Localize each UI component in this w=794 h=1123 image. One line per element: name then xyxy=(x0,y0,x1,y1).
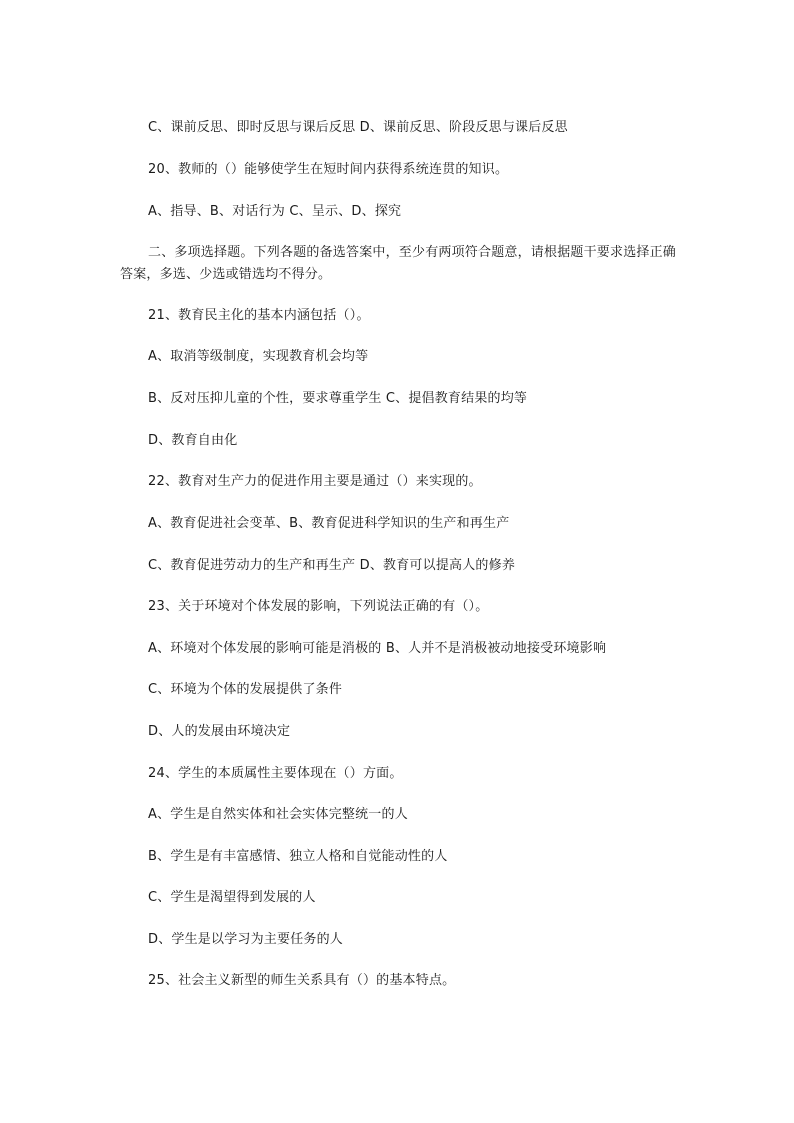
q24-option-b: B、学生是有丰富感情、独立人格和自觉能动性的人 xyxy=(148,849,448,864)
section-2-instructions: 二、多项选择题。下列各题的备选答案中，至少有两项符合题意，请根据题干要求选择正确答案，多选、少选或错选均不得分。 xyxy=(120,245,677,282)
q22-options-cd: C、教育促进劳动力的生产和再生产 D、教育可以提高人的修养 xyxy=(148,558,516,573)
q22-question: 22、教育对生产力的促进作用主要是通过（）来实现的。 xyxy=(148,474,482,489)
q20-options: A、指导、B、对话行为 C、呈示、D、探究 xyxy=(148,204,402,219)
q22-options-ab: A、教育促进社会变革、B、教育促进科学知识的生产和再生产 xyxy=(148,516,510,531)
q21-option-a: A、取消等级制度，实现教育机会均等 xyxy=(148,349,369,364)
q20-question: 20、教师的（）能够使学生在短时间内获得系统连贯的知识。 xyxy=(148,162,509,177)
q24-option-d: D、学生是以学习为主要任务的人 xyxy=(148,932,344,947)
q21-options-bc: B、反对压抑儿童的个性，要求尊重学生 C、提倡教育结果的均等 xyxy=(148,391,528,406)
q23-option-d: D、人的发展由环境决定 xyxy=(148,724,291,739)
q24-option-c: C、学生是渴望得到发展的人 xyxy=(148,890,316,905)
q25-question: 25、社会主义新型的师生关系具有（）的基本特点。 xyxy=(148,973,456,988)
q24-option-a: A、学生是自然实体和社会实体完整统一的人 xyxy=(148,807,408,822)
q24-question: 24、学生的本质属性主要体现在（）方面。 xyxy=(148,766,403,781)
q21-question: 21、教育民主化的基本内涵包括（）。 xyxy=(148,308,370,323)
q23-options-ab: A、环境对个体发展的影响可能是消极的 B、人并不是消极被动地接受环境影响 xyxy=(148,641,607,656)
q21-option-d: D、教育自由化 xyxy=(148,433,238,448)
q23-question: 23、关于环境对个体发展的影响，下列说法正确的有（）。 xyxy=(148,599,489,614)
q19-options-cd: C、课前反思、即时反思与课后反思 D、课前反思、阶段反思与课后反思 xyxy=(148,120,568,135)
q23-option-c: C、环境为个体的发展提供了条件 xyxy=(148,682,343,697)
